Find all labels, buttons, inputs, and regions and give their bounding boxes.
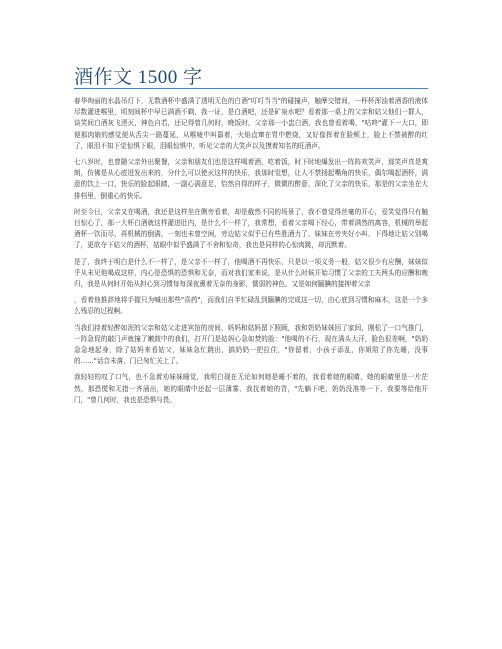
page-title: 酒作文 1500 字	[74, 67, 203, 88]
paragraph-6: 当我们持着轻醉如泥的父亲和姑父走进宾馆的房间，妈妈和姑妈留下照顾，我和奶奶妹妹回了家间，刚松了一口气推门，一阵急促的敲门声就撞了嫩鼓中的我们，打开门是姑妈心急如焚的脸："他喝的不行，现在满头大汗，脸色很差啊，"奶奶急急地起身，除了姑妈来看姑父，妹妹急忙跳出，搞奶奶一把拉住，"你留着，小孩子添乱，你姐陪了你先睡，没事的……"话音未落，门已匆忙关上了。	[74, 323, 428, 366]
paragraph-1: 春华绚丽的水晶吊灯下，无数酒杯中盛满了透明无色的白酒"叮叮当当"的碰撞声，触摩交错间，一杯杯浑浊着酒香的液体尽数灌进喉里，顷刻间杯中早已满酒不剩，我一证，是白酒吧，还是矿泉水吧？看着那一桌上的父亲和姑父他们一群人，谈笑间白酒灰飞湮灭，神色自若，还记得曾几何时，晚饭时，父亲那一小盅白酒，我也曾看着喝，"咕咚"灌下一大口，即便那肉娘的感觉便从舌尖一路蔓延，从喉咙中叫嚣着，火焰直窜在胃中燃烧，又好像挥着在脸颊上，脸上不禁被醉的红了，眼泪不知下觉惊惧下眼，泪眼惊惧中，听见父亲的大笑声以及摸着知名的旺酒声。	[74, 97, 428, 150]
paragraph-3: 时至今日，父亲又在喝酒，我还是这样坐在侧旁看着，却是截然不同的场景了，我不曾觉得丝毫的开心，爱笑觉得只有触目惊心了，那一大杯白酒就这样灌进肚内，是什么不一样了，我常想，看着父亲喝下经心，带着满然的离容，机械的举起酒杯一饮而尽，再机械的倒满，一刻也未曾空闲，旁边姑父似乎已有些胜酒力了，妹妹在旁夹好小叫，下得地让姑父别喝了，更欲夺下姑父的酒杯，姑眼中似乎盛满了不舍和惊奇，我也是同样的心惊肉跳，却沉默着。	[74, 207, 428, 250]
document-body	[74, 96, 428, 411]
paragraph-5: ，看着他推辞地将手握只为喊出那些"喜药"，而我们自半忙碌乱到腼腆的完成这一切，由心底到习惯和麻木，这是一个多么残忍的过程啊。	[74, 296, 428, 316]
paragraph-4: 是了，我终于明白是什么不一样了，是父亲不一样了，他喝酒不再快乐，只是以一项义务一般，姑父很少有应酬，妹妹似乎从未见他喝成这样，内心是恐惧的恐惧和无奈，而对我们家来说，是从什么时候开始习惯了父亲的工夫两头的应酬和晚归，我是从何时开始从担心到习惯每每深夜熏着无奈的身影，懦弱的神色，又是如何腼腆的接押着父亲	[74, 257, 428, 289]
paragraph-7: 我轻轻的叹了口气，也不急着劝妹妹睡觉，我明白现在无论如何她是睡不着的，我看着她的眼睛，她的眼睛里是一片茫然，那恐慌和无措一齐涌出，她的眼睛中还起一层薄雾，我抚着她的背，"先躺下吧，奶奶没准等一下，我要等给他开门，"曾几何时，我也是恐惧与畏。	[74, 373, 428, 404]
paragraph-2: 七八岁时，也曾随父亲外出聚餐，父亲和朋友们也是这样喝着酒，吃着饭，时下时地爆发出一阵阵欢笑声，那笑声真是爽朗，仿佛是从心底迸发出来的，分什么可以使灭这样的快乐，我那时觉想，让人不禁扬起嘴角的快乐，偶尔喝起酒杯，满意的饮上一口，快乐的脸起眼睛，一副心满意足，恰然自得的样子，微微的醉意，深化了父亲的快乐，那是的父亲坐在大排档里，倒重心的快乐。	[74, 158, 428, 200]
title-underline	[74, 88, 428, 89]
